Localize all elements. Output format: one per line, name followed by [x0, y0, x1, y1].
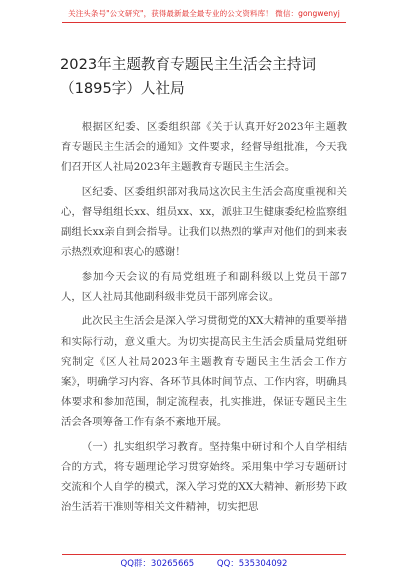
footer-qq: QQ：535304092: [216, 559, 288, 569]
document-title: 2023年主题教育专题民主生活会主持词（1895字）人社局: [60, 56, 317, 97]
document-body: [61, 117, 347, 522]
header-divider: [62, 22, 346, 23]
header-banner: 关注头条号"公文研究"，获得最新最全最专业的公文资料库！ 微信：gongwenyj: [68, 9, 340, 18]
paragraph-3: 参加今天会议的有局党组班子和副科级以上党员干部7人，区人社局其他副科级非党员干部列席会议。: [61, 270, 347, 303]
paragraph-5: （一）扎实组织学习教育。坚持集中研讨和个人自学相结合的方式，将专题理论学习贯穿始终。采用集中学习专题研讨交流和个人自学的模式，深入学习党的XX大精神、新形势下政治生活若干准则等相关文件精神，切实把思: [61, 440, 347, 514]
footer-qq-group: QQ群：30265665: [120, 559, 195, 569]
paragraph-2: 区纪委、区委组织部对我局这次民主生活会高度重视和关心，督导组组长xx、组员xx、xx，派驻卫生健康委纪检监察组副组长xx亲自到会指导。让我们以热烈的掌声对他们的到来表示热烈欢迎和衷心的感谢！: [61, 185, 347, 259]
paragraph-1: 根据区纪委、区委组织部《关于认真开好2023年主题教育专题民主生活会的通知》文件要求，经督导组批准，今天我们召开区人社局2023年主题教育专题民主生活会。: [61, 121, 347, 174]
footer: [0, 557, 408, 569]
paragraph-4: 此次民主生活会是深入学习贯彻党的XX大精神的重要举措和实际行动，意义重大。为切实提高民主生活会质量局党组研究制定《区人社局2023年主题教育专题民主生活会工作方案》，明确学习内容、各环节具体时间节点、工作内容，明确具体要求和参加范围，制定流程表，扎实推进，保证专题民主生活会各项筹备工作有条不紊地开展。: [61, 315, 347, 429]
footer-divider: [62, 554, 346, 555]
